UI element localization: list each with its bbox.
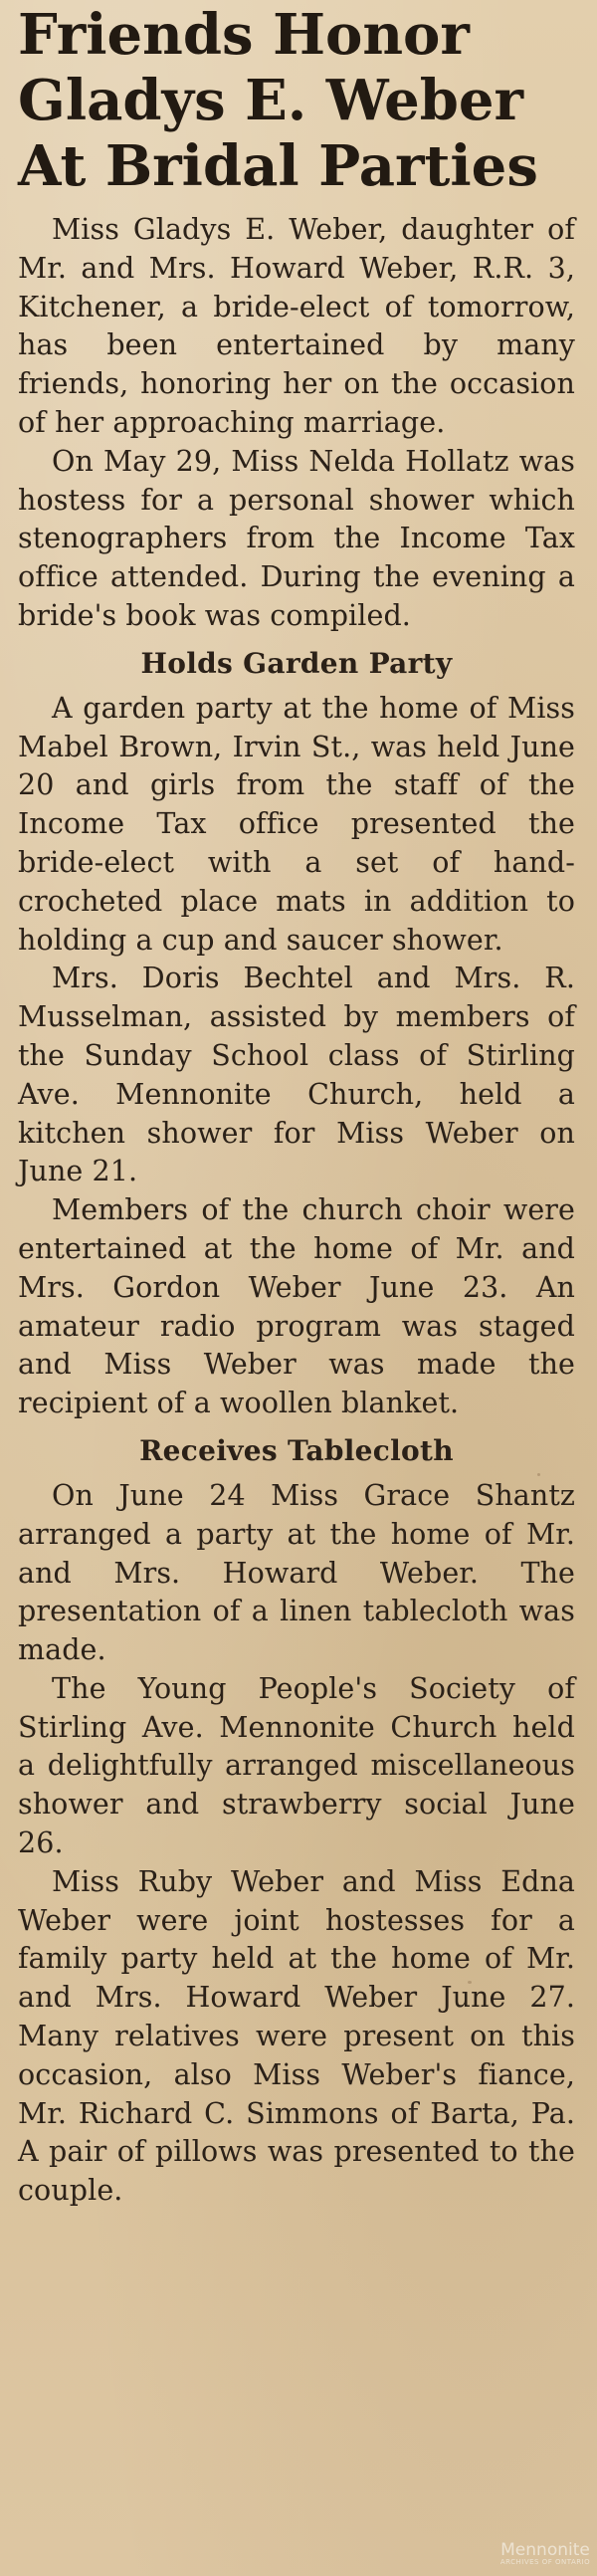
headline-line-2: Gladys E. Weber <box>18 68 524 133</box>
article-body <box>18 211 575 2211</box>
paragraph-family-party: Miss Ruby Weber and Miss Edna Weber were joint hostesses for a family party held at the home of Mr. and Mrs. Howard Weber June 27. Many relatives were present on this occasion, also Miss Weber's fiance, Mr. Richard C. Simmons of Barta, Pa. A pair of pillows was presented to the couple. <box>18 1864 575 2208</box>
subheading-tablecloth: Receives Tablecloth <box>139 1433 454 1467</box>
paragraph-tablecloth: On June 24 Miss Grace Shantz arranged a party at the home of Mr. and Mrs. Howard Weber. The presentation of a linen tablecloth was made. <box>18 1478 575 1667</box>
paragraph-personal-shower: On May 29, Miss Nelda Hollatz was hostess for a personal shower which stenographers from the Income Tax office attended. During the evening a bride's book was compiled. <box>18 444 575 632</box>
paper-speck <box>119 856 121 858</box>
paragraph-young-peoples-society: The Young People's Society of Stirling Ave. Mennonite Church held a delightfully arranged miscellaneous shower and strawberry social June 26. <box>18 1671 575 1860</box>
subheading-garden-party: Holds Garden Party <box>140 646 453 680</box>
headline-line-1: Friends Honor <box>18 2 470 68</box>
paragraph-kitchen-shower: Mrs. Doris Bechtel and Mrs. R. Musselman, assisted by members of the Sunday School class of Stirling Ave. Mennonite Church, held a kitchen shower for Miss Weber on June 21. <box>18 962 575 1188</box>
paragraph-garden-party: A garden party at the home of Miss Mabel Brown, Irvin St., was held June 20 and girls from the staff of the Income Tax office presented the bride-elect with a set of hand-crocheted place mats in addition to holding a cup and saucer shower. <box>18 691 575 957</box>
headline <box>18 0 575 199</box>
archive-watermark-logo <box>499 2542 591 2566</box>
watermark-sub-text: ARCHIVES OF ONTARIO <box>499 2558 591 2566</box>
paper-speck <box>537 1473 540 1476</box>
watermark-main-text: Mennonite <box>500 2540 590 2560</box>
paragraph-church-choir: Members of the church choir were entertained at the home of Mr. and Mrs. Gordon Weber June 23. An amateur radio program was staged and Miss Weber was made the recipient of a woollen blanket. <box>18 1193 575 1420</box>
headline-line-3: At Bridal Parties <box>18 133 538 199</box>
paragraph-intro: Miss Gladys E. Weber, daughter of Mr. and Mrs. Howard Weber, R.R. 3, Kitchener, a bride-elect of tomorrow, has been entertained by many friends, honoring her on the occasion of her approaching marriage. <box>18 213 575 439</box>
paper-speck <box>468 1981 472 1984</box>
